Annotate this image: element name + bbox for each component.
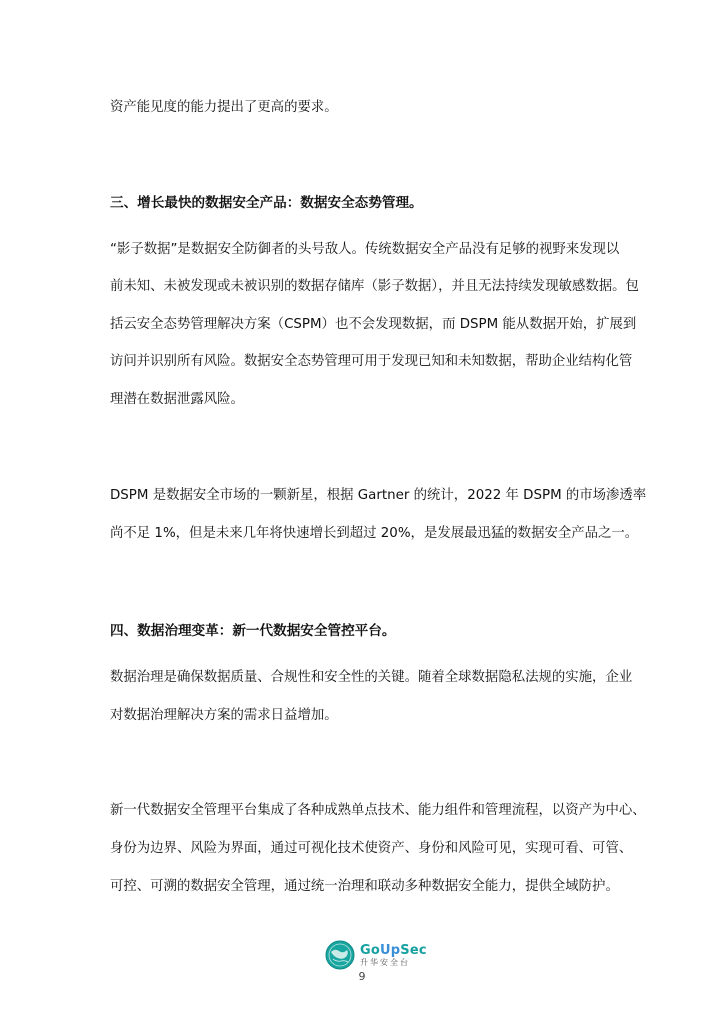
section-4-para-2-line-1: 新一代数据安全管理平台集成了各种成熟单点技术、能力组件和管理流程，以资产为中心、 [110, 803, 646, 818]
goupsec-logo [325, 938, 445, 972]
globe-icon [325, 940, 355, 970]
section-3-para-1-line-3: 括云安全态势管理解决方案（CSPM）也不会发现数据，而 DSPM 能从数据开始，扩展到 [110, 317, 637, 332]
section-4-para-2-line-3: 可控、可溯的数据安全管理，通过统一治理和联动多种数据安全能力，提供全域防护。 [110, 879, 619, 894]
section-4-para-1-line-1: 数据治理是确保数据质量、合规性和安全性的关键。随着全球数据隐私法规的实施，企业 [110, 670, 633, 685]
section-4-para-1-line-2: 对数据治理解决方案的需求日益增加。 [110, 708, 338, 723]
section-3-para-2-line-2: 尚不足 1%，但是未来几年将快速增长到超过 20%，是发展最迅猛的数据安全产品之一。 [110, 526, 639, 541]
intro-tail-text: 资产能见度的能力提出了更高的要求。 [110, 100, 338, 115]
section-3-para-1-line-5: 理潜在数据泄露风险。 [110, 392, 244, 407]
logo-wordmark-sec: Sec [400, 942, 427, 958]
logo-wordmark [360, 944, 427, 957]
page-number: 9 [358, 970, 366, 983]
logo-wordmark-go: Go [360, 942, 381, 958]
section-3-para-1-line-4: 访问并识别所有风险。数据安全态势管理可用于发现已知和未知数据，帮助企业结构化管 [110, 354, 633, 369]
section-3-para-1-line-1: “影子数据”是数据安全防御者的头号敌人。传统数据安全产品没有足够的视野来发现以 [110, 242, 620, 257]
section-4-para-2-line-2: 身份为边界、风险为界面，通过可视化技术使资产、身份和风险可见，实现可看、可管、 [110, 841, 633, 856]
section-3-heading: 三、增长最快的数据安全产品：数据安全态势管理。 [110, 195, 423, 211]
section-3-para-1-line-2: 前未知、未被发现或未被识别的数据存储库（影子数据），并且无法持续发现敏感数据。包 [110, 279, 639, 294]
logo-subtitle: 升华安全台 [360, 957, 410, 967]
section-4-heading: 四、数据治理变革：新一代数据安全管控平台。 [110, 623, 396, 639]
section-3-para-2-line-1: DSPM 是数据安全市场的一颗新星，根据 Gartner 的统计，2022 年 DSPM 的市场渗透率 [110, 488, 647, 503]
logo-wordmark-up: Up [380, 942, 401, 958]
